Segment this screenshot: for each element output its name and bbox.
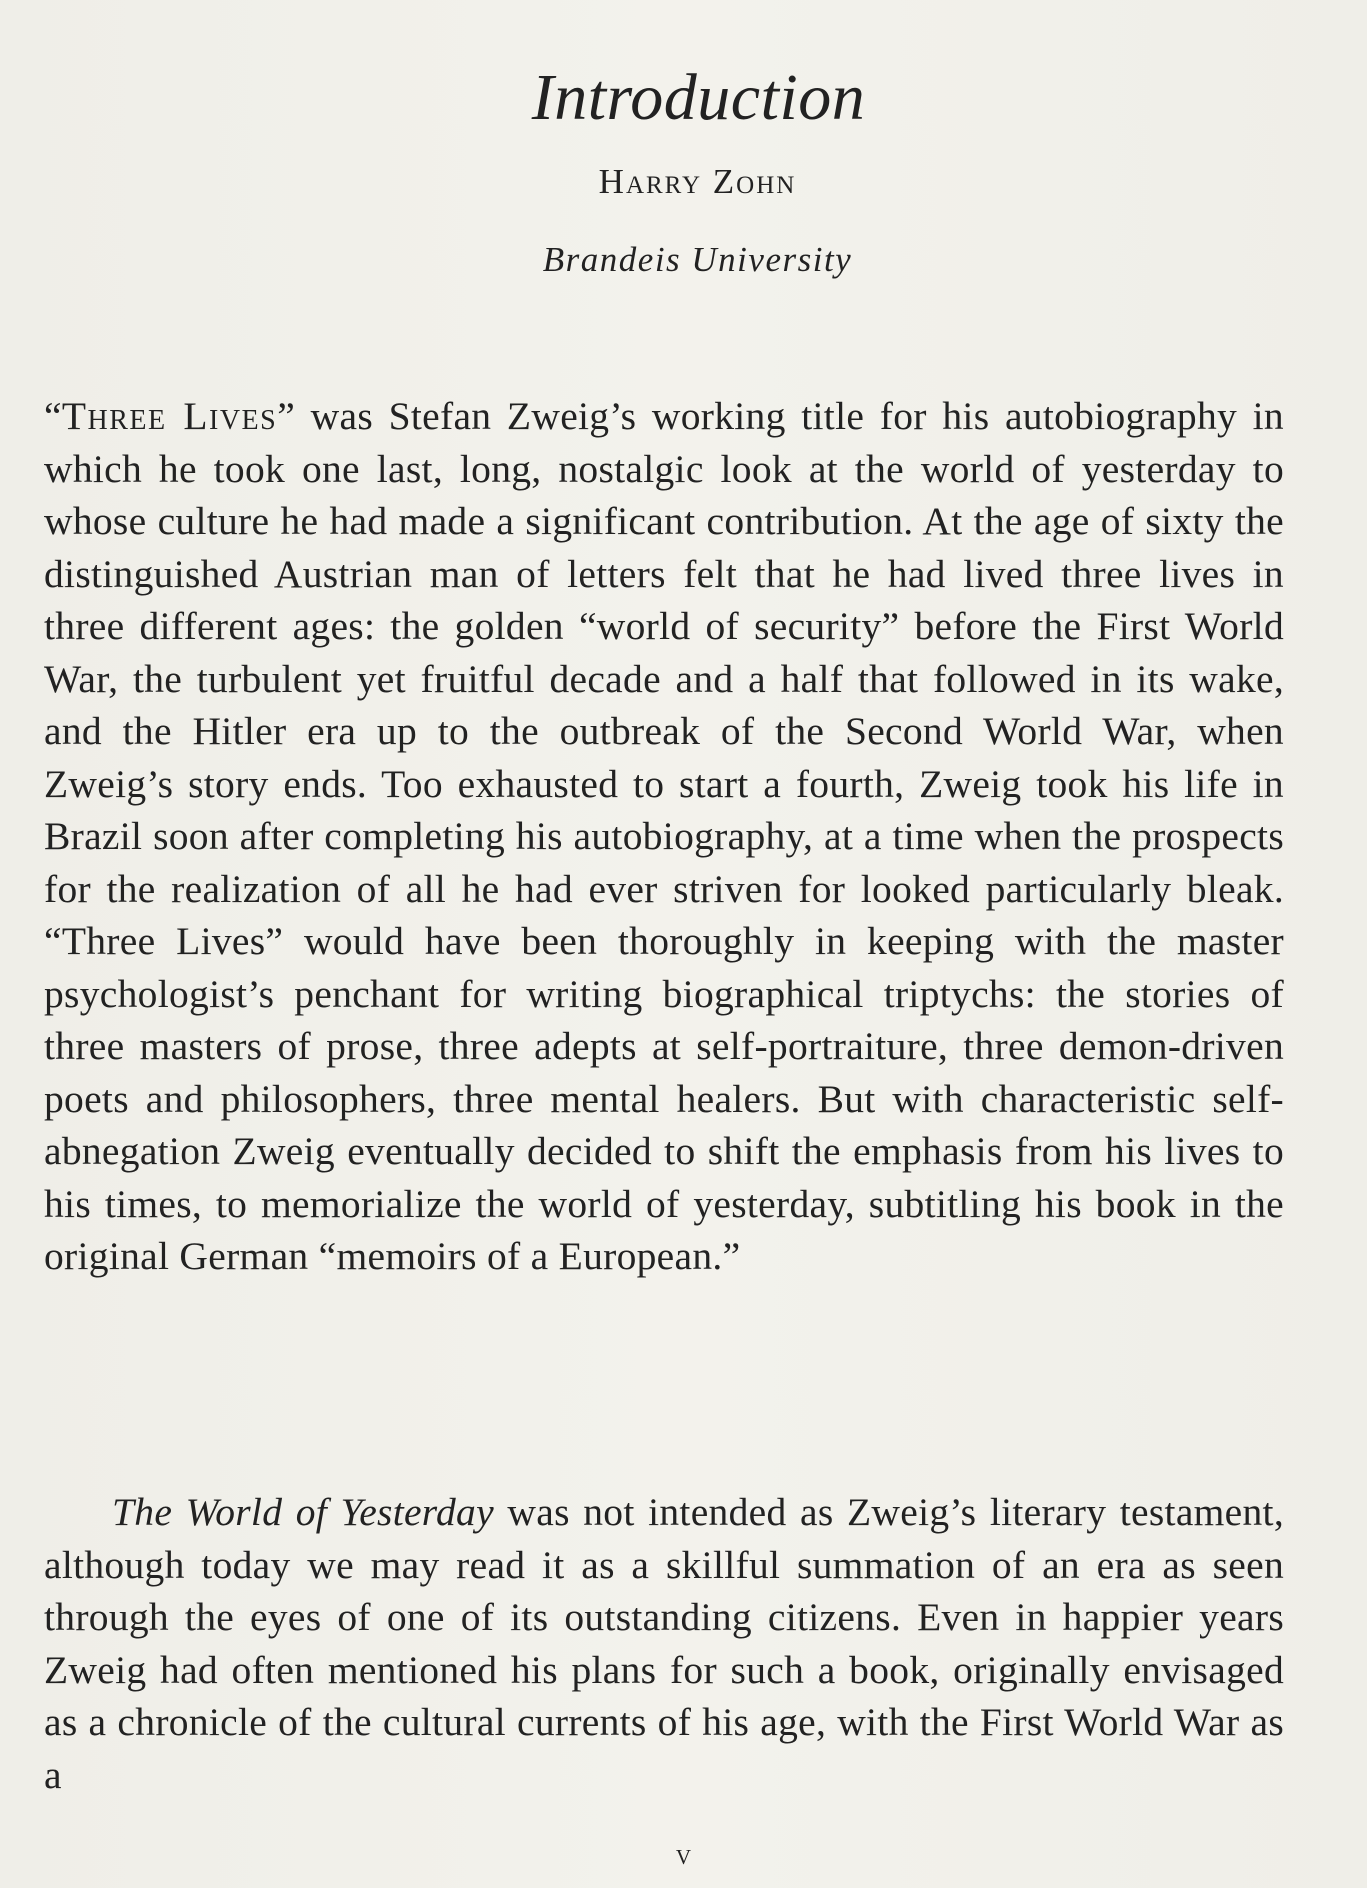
author-name: Harry Zohn [598, 162, 797, 201]
paragraph-1-body: ” was Stefan Zweig’s working title for his autobiography in which he took one last, long, nostalgic look at the world of yesterday to whose culture he had made a significant contribution. At the age of sixty the distinguished Austrian man of letters felt that he had lived three lives in three different ages: the golden “world of security” before the First World War, the turbulent yet fruitful decade and a half that followed in its wake, and the Hitler era up to the outbreak of the Second World War, when Zweig’s story ends. Too exhausted to start a fourth, Zweig took his life in Brazil soon after completing his autobiography, at a time when the prospects for the realization of all he had ever striven for looked particularly bleak. “Three Lives” would have been thoroughly in keeping with the master psychologist’s penchant for writing biographical triptychs: the stories of three masters of prose, three adepts at self-portraiture, three demon-driven poets and philosophers, three mental healers. But with characteristic self-abnegation Zweig eventually decided to shift the emphasis from his lives to his times, to memorialize the world of yesterday, subtitling his book in the original German “memoirs of a European.” [44, 394, 1284, 1278]
chapter-title: Introduction [531, 61, 866, 134]
paragraph-2-body: was not intended as Zweig’s literary testament, although today we may read it as a skillful summation of an era as seen through the eyes of one of its outstanding citizens. Even in happier years Zweig had often mentioned his plans for such a book, originally envisaged as a chronicle of the cultural currents of his age, with the First World War as a [44, 1490, 1285, 1797]
paragraph-1-lead-smallcaps: Three Lives [61, 394, 278, 438]
book-title-italic: The World of Yesterday [112, 1490, 494, 1534]
paragraph-1 [44, 390, 1284, 1283]
paragraph-1-open-quote: “ [44, 394, 62, 438]
page-number: v [675, 1838, 692, 1871]
paragraph-2-text [44, 1486, 1284, 1801]
paragraph-2 [44, 1486, 1284, 1801]
author-affiliation: Brandeis University [542, 240, 853, 279]
paragraph-1-text [44, 390, 1284, 1283]
